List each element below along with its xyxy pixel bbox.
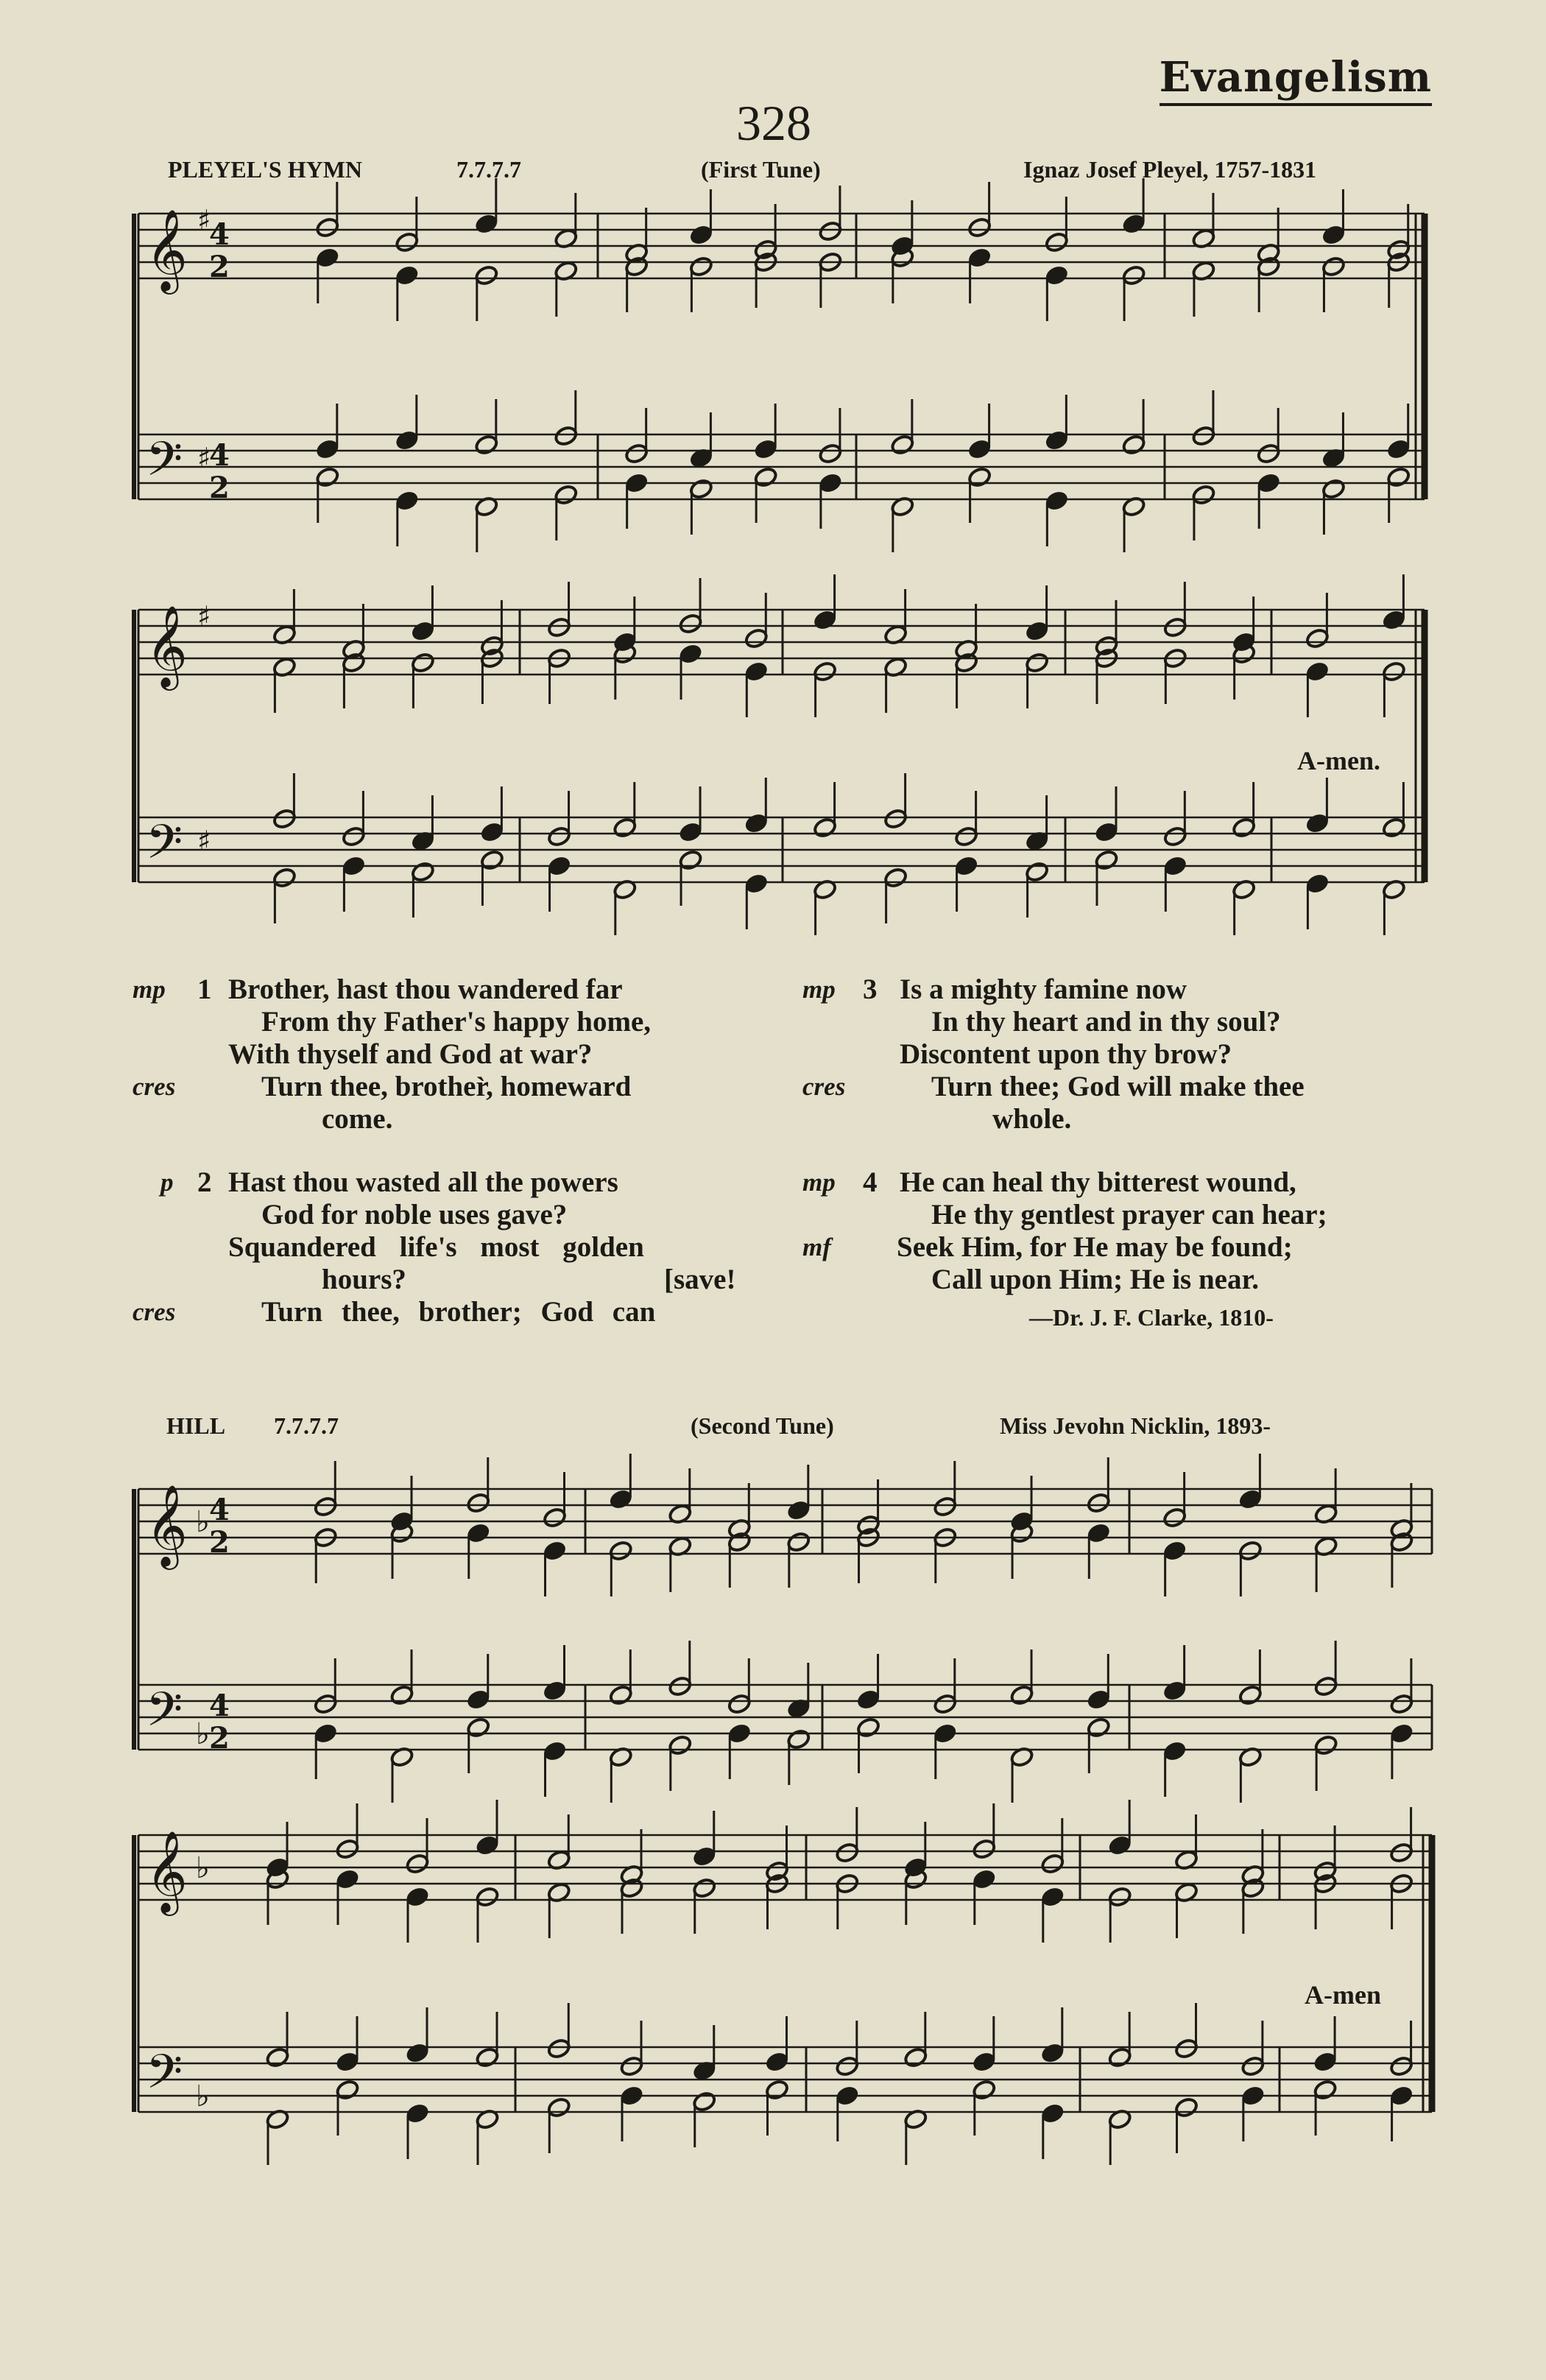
flat-icon: ♭ xyxy=(196,2080,210,2113)
verse-4-dynamic: mp xyxy=(802,1168,836,1197)
section-heading: Evangelism xyxy=(1160,53,1432,106)
verse-line: With thyself and God at war? xyxy=(228,1038,593,1070)
verse-2-cres: cres xyxy=(133,1298,176,1326)
verse-line: Call upon Him; He is near. xyxy=(931,1264,1259,1295)
verse-line: [save! xyxy=(664,1264,736,1295)
verse-3 xyxy=(802,974,1465,1136)
verse-line: Turn thee, brother̀, homeward xyxy=(261,1071,632,1102)
verse-2-dynamic: p xyxy=(160,1168,174,1197)
verse-line: Is a mighty famine now xyxy=(900,974,1187,1005)
time-sig-icon: 4 xyxy=(209,217,230,252)
flat-icon: ♭ xyxy=(196,1505,210,1539)
verse-line: Hast thou wasted all the powers xyxy=(228,1166,618,1198)
time-sig-icon: 4 xyxy=(209,1493,230,1527)
bass-clef-icon: 𝄢 xyxy=(146,815,183,881)
verse-line: come. xyxy=(322,1103,393,1135)
time-sig-icon: 2 xyxy=(209,1721,230,1756)
tune2-composer: Miss Jevohn Nicklin, 1893- xyxy=(1000,1412,1271,1439)
verse-2 xyxy=(133,1166,780,1361)
time-sig-icon: 4 xyxy=(209,438,230,473)
verse-line: He can heal thy bitterest wound, xyxy=(900,1166,1296,1198)
sharp-icon: ♯ xyxy=(197,442,211,474)
tune1-meter: 7.7.7.7 xyxy=(456,156,521,183)
verse-line: Discontent upon thy brow? xyxy=(900,1038,1232,1070)
bass-clef-icon: 𝄢 xyxy=(146,432,183,499)
hymn-number: 328 xyxy=(736,95,811,151)
verse-1-cres: cres xyxy=(133,1072,176,1101)
tune2-label: (Second Tune) xyxy=(691,1412,834,1439)
hymn-attribution: —Dr. J. F. Clarke, 1810- xyxy=(1029,1304,1274,1331)
time-sig-icon: 2 xyxy=(209,471,230,505)
verse-line: hours? xyxy=(322,1264,406,1295)
tune2-amen: A-men xyxy=(1305,1980,1381,2010)
tune1-name: PLEYEL'S HYMN xyxy=(168,156,363,183)
tune1-amen: A-men. xyxy=(1297,746,1380,775)
verse-4-dynamic-mf: mf xyxy=(802,1233,831,1261)
verse-line: He thy gentlest prayer can hear; xyxy=(931,1199,1327,1231)
sharp-icon: ♯ xyxy=(197,204,211,236)
tune1-label: (First Tune) xyxy=(701,156,821,183)
sharp-icon: ♯ xyxy=(197,600,211,633)
verse-4-number: 4 xyxy=(863,1166,878,1198)
verse-3-number: 3 xyxy=(863,974,878,1005)
time-sig-icon: 2 xyxy=(209,250,230,284)
verse-line: Squandered life's most golden xyxy=(228,1231,644,1263)
verse-line: whole. xyxy=(992,1103,1072,1135)
verse-line: From thy Father's happy home, xyxy=(261,1006,652,1038)
verse-4 xyxy=(802,1166,1465,1296)
treble-clef-icon: 𝄞 xyxy=(146,1484,188,1566)
verse-1-dynamic: mp xyxy=(133,975,166,1004)
treble-clef-icon: 𝄞 xyxy=(146,605,188,687)
verse-line: God for noble uses gave? xyxy=(261,1199,568,1231)
verse-line: Seek Him, for He may be found; xyxy=(897,1231,1293,1263)
verse-3-cres: cres xyxy=(802,1072,846,1101)
bass-clef-icon: 𝄢 xyxy=(146,2045,183,2111)
flat-icon: ♭ xyxy=(196,1851,210,1885)
sharp-icon: ♯ xyxy=(197,825,211,857)
treble-clef-icon: 𝄞 xyxy=(146,208,188,291)
flat-icon: ♭ xyxy=(196,1717,210,1751)
tune2-name: HILL xyxy=(166,1412,226,1439)
verse-2-number: 2 xyxy=(197,1166,212,1198)
verse-3-dynamic: mp xyxy=(802,975,836,1004)
treble-clef-icon: 𝄞 xyxy=(146,1830,188,1912)
verse-line: Brother, hast thou wandered far xyxy=(228,974,623,1005)
verse-line: Turn thee, brother; God can xyxy=(261,1296,656,1328)
verse-line: Turn thee; God will make thee xyxy=(931,1071,1305,1102)
verse-line: In thy heart and in thy soul? xyxy=(931,1006,1281,1038)
verse-1-number: 1 xyxy=(197,974,212,1005)
time-sig-icon: 4 xyxy=(209,1689,230,1723)
bass-clef-icon: 𝄢 xyxy=(146,1683,183,1749)
tune1-composer: Ignaz Josef Pleyel, 1757-1831 xyxy=(1023,156,1317,183)
time-sig-icon: 2 xyxy=(209,1525,230,1560)
verse-1 xyxy=(133,974,780,1136)
tune2-meter: 7.7.7.7 xyxy=(274,1412,339,1439)
